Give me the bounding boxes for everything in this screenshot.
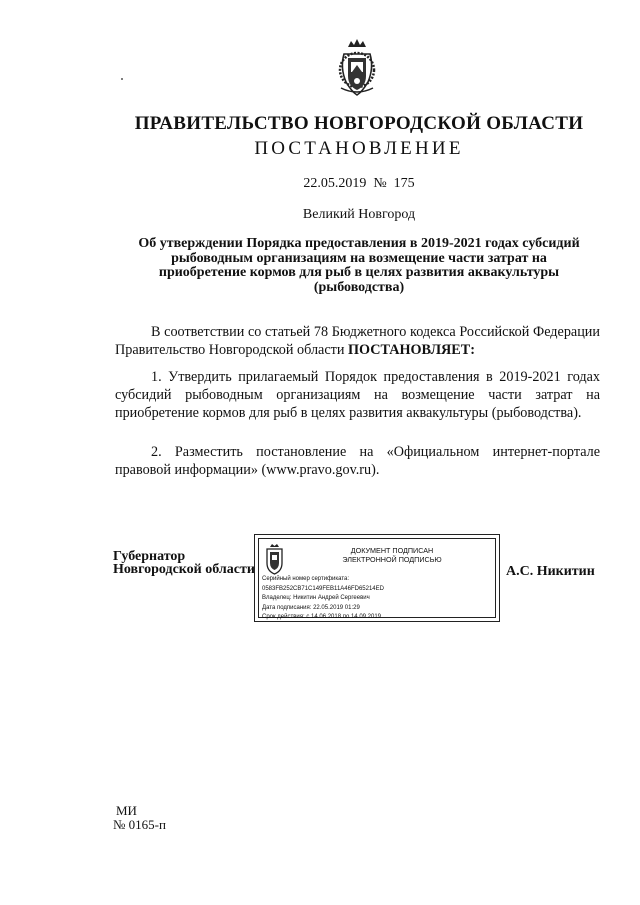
subject-line: рыбоводным организациям на возмещение части затрат на	[171, 250, 547, 266]
signing-date: Дата подписания: 22.05.2019 01:29	[262, 604, 360, 611]
item-1-text: 1. Утвердить прилагаемый Порядок предоставления в 2019-2021 годах субсидий рыбоводным организациям на возмещение части затрат на приобретение кормов для рыб в целях развития аквакультуры (рыбоводства).	[115, 369, 600, 421]
item-2-text: 2. Разместить постановление на «Официальном интернет-портале правовой информации» (www.pravo.gov.ru).	[115, 444, 600, 478]
stamp-details	[262, 575, 384, 623]
electronic-signature-stamp	[254, 534, 500, 622]
decree-subject	[120, 237, 598, 295]
position-line: Новгородской области	[113, 562, 255, 577]
document-type: ПОСТАНОВЛЕНИЕ	[254, 138, 464, 159]
number-sign: №	[373, 176, 387, 191]
preamble-text: В соответствии со статьей 78 Бюджетного кодекса Российской Федерации Правительство Новгородской области	[115, 324, 600, 358]
serial-number: 0583FB252CB71C149FEB11A46FD65214ED	[262, 585, 384, 592]
item-2-paragraph	[115, 443, 600, 479]
owner: Владелец: Никитин Андрей Сергеевич	[262, 595, 370, 601]
decree-date: 22.05.2019	[303, 176, 367, 191]
decree-word: ПОСТАНОВЛЯЕТ:	[347, 342, 475, 358]
date-number-line	[0, 176, 640, 192]
government-title: ПРАВИТЕЛЬСТВО НОВГОРОДСКОЙ ОБЛАСТИ	[134, 113, 584, 134]
stamp-emblem-icon	[262, 543, 287, 575]
stamp-heading	[289, 546, 495, 564]
item-1-paragraph	[115, 368, 600, 422]
subject-line: Об утверждении Порядка предоставления в 2019-2021 годах субсидий	[138, 236, 580, 251]
signatory-position	[113, 550, 255, 576]
position-line: Губернатор	[113, 549, 186, 564]
stamp-inner-frame	[258, 538, 496, 618]
subject-line: приобретение кормов для рыб в целях развития аквакультуры	[158, 265, 560, 280]
scan-speck	[121, 78, 123, 80]
preamble-paragraph	[115, 323, 600, 359]
serial-label: Серийный номер сертификата:	[262, 576, 350, 582]
signatory-name: А.С. Никитин	[506, 564, 595, 579]
decree-number: 175	[393, 176, 415, 191]
stamp-title-line: ДОКУМЕНТ ПОДПИСАН	[350, 546, 434, 555]
registration-number: № 0165-п	[113, 817, 166, 832]
city: Великий Новгород	[302, 207, 416, 222]
coat-of-arms-emblem	[334, 38, 380, 96]
executor-initials: МИ	[116, 803, 137, 818]
validity-period: Срок действия: с 14.06.2018 по 14.09.2019	[262, 614, 382, 620]
subject-line: (рыбоводства)	[313, 279, 405, 295]
stamp-title-line: ЭЛЕКТРОННОЙ ПОДПИСЬЮ	[342, 555, 442, 564]
